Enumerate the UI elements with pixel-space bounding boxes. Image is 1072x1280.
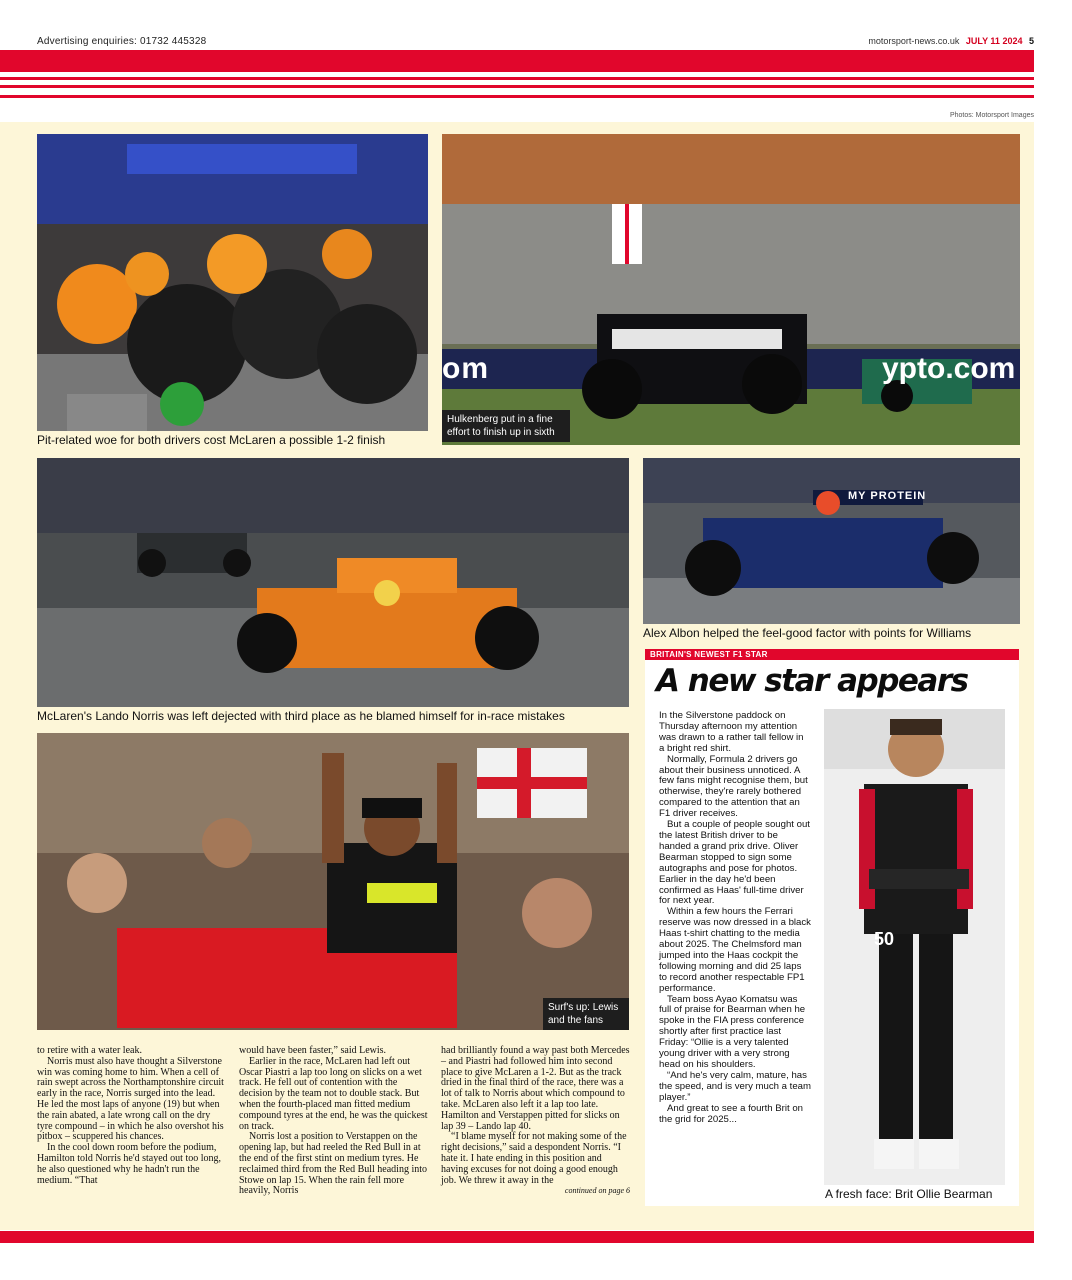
header-stripe-1 <box>0 77 1034 80</box>
sidebar-paragraph: Normally, Formula 2 drivers go about their business unnoticed. A few fans might recognise them, but otherwise, they're rarely bothered compared to the attention that an F1 driver receives. <box>659 753 808 820</box>
sidebar-paragraph: And great to see a fourth Brit on the grid for 2025... <box>659 1102 803 1125</box>
pitstop-caption: Pit-related woe for both drivers cost McLaren a possible 1-2 finish <box>37 433 386 447</box>
page-header-right <box>868 36 1034 46</box>
albon-sponsor-text: MY PROTEIN <box>848 490 927 502</box>
sidebar-paragraph: But a couple of people sought out the latest British driver to be handed a grand prix drive. Oliver Bearman stopped to sign some autographs and pose for photos. Earlier in the day he'd been confirmed as Haas' full-time driver for next year. <box>659 819 810 907</box>
advertising-enquiries: Advertising enquiries: 01732 445328 <box>37 36 207 47</box>
col1-paragraph: In the cool down room before the podium, Hamilton told Norris he'd stayed out too long, he also questioned why he hadn't run the medium. “That <box>37 1142 222 1186</box>
continued-note: continued on page 6 <box>564 1186 630 1196</box>
col1-paragraph: Norris must also have thought a Silverstone win was coming home to him. When a cell of rain swept across the Northamptonshire circuit early in the race, Norris surged into the lead. He led the most laps of anyone (19) but when the rain abated, a late wrong call on the dry tyre compound – in which he also overshot his pitbox – scuppered his chances. <box>37 1055 224 1143</box>
track-banner-right: ypto.com <box>882 352 1016 385</box>
norris-photo <box>37 458 629 707</box>
norris-caption: McLaren's Lando Norris was left dejected with third place as he blamed himself for in-race mistakes <box>37 709 565 723</box>
page-number: 5 <box>1028 36 1034 46</box>
bearman-race-number: 50 <box>874 929 895 949</box>
sidebar-article <box>659 711 811 1125</box>
article-column-3 <box>441 1046 630 1197</box>
header-red-band <box>0 50 1034 72</box>
col2-paragraph: Earlier in the race, McLaren had left out Oscar Piastri a lap too long on slicks on a wet track. He fell out of contention with the decision by the team not to double stack. But when the fourth-placed man fitted medium compound tyres at the end, he was the quickest on track. <box>239 1055 428 1132</box>
col3-paragraph: “I blame myself for not making some of the right decisions,” said a despondent Norris. “I hate it. I hate ending in this position and having excuses for not doing a good enough job. We threw it away in the <box>441 1131 627 1186</box>
issue-date: JULY 11 2024 <box>965 36 1023 46</box>
header-stripe-2 <box>0 85 1034 88</box>
sidebar-paragraph: Team boss Ayao Komatsu was full of praise for Bearman when he spoke in the FIA press conference shortly after first practice last Friday: “Ollie is a very talented young driver with a very strong head on his shoulders. <box>659 993 806 1070</box>
col3-paragraph: had brilliantly found a way past both Mercedes – and Piastri had followed him into second place to give McLaren a 1-2. But as the track dried in the final third of the race, there was a lot of talk to Norris about which compound to take. McLaren also left it a lap too late. Hamilton and Verstappen pitted for slicks on lap 39 – Lando lap 40. <box>441 1045 630 1132</box>
sidebar-kicker: BRITAIN'S NEWEST F1 STAR <box>645 649 1019 660</box>
bearman-photo <box>824 709 1005 1185</box>
article-column-1 <box>37 1046 228 1186</box>
hulkenberg-caption: Hulkenberg put in a fine effort to finish up in sixth <box>442 410 570 442</box>
albon-photo <box>643 458 1020 624</box>
sidebar-headline: A new star appears <box>656 663 968 699</box>
hamilton-photo <box>37 733 629 1030</box>
sidebar-paragraph: In the Silverstone paddock on Thursday afternoon my attention was drawn to a rather tall fellow in a bright red shirt. <box>659 710 804 754</box>
site-url: motorsport-news.co.uk <box>868 36 960 46</box>
col2-paragraph: would have been faster,” said Lewis. <box>239 1045 387 1056</box>
pitstop-photo <box>37 134 428 431</box>
sidebar-paragraph: “And he's very calm, mature, has the speed, and is very much a team player.” <box>659 1069 811 1103</box>
albon-caption: Alex Albon helped the feel-good factor with points for Williams <box>643 626 972 640</box>
col2-paragraph: Norris lost a position to Verstappen on the opening lap, but had reeled the Red Bull in at the end of the first stint on medium tyres. He reclaimed third from the Red Bull heading into Stowe on lap 15. When the rain fell more heavily, Norris <box>239 1131 428 1197</box>
col1-paragraph: to retire with a water leak. <box>37 1045 142 1056</box>
header-stripe-3 <box>0 95 1034 98</box>
sidebar-paragraph: Within a few hours the Ferrari reserve was now dressed in a black Haas t-shirt chatting to the media about 2025. The Chelmsford man jumped into the Haas cockpit the following morning and did 25 laps to record another respectable FP1 performance. <box>659 906 811 994</box>
bearman-caption: A fresh face: Brit Ollie Bearman <box>825 1187 993 1201</box>
photo-credit: Photos: Motorsport Images <box>949 112 1034 119</box>
hamilton-caption: Surf's up: Lewis and the fans <box>543 998 629 1030</box>
track-banner-left: om <box>442 352 489 385</box>
article-column-2 <box>239 1046 430 1197</box>
footer-red-band <box>0 1231 1034 1243</box>
hulkenberg-photo <box>442 134 1020 445</box>
